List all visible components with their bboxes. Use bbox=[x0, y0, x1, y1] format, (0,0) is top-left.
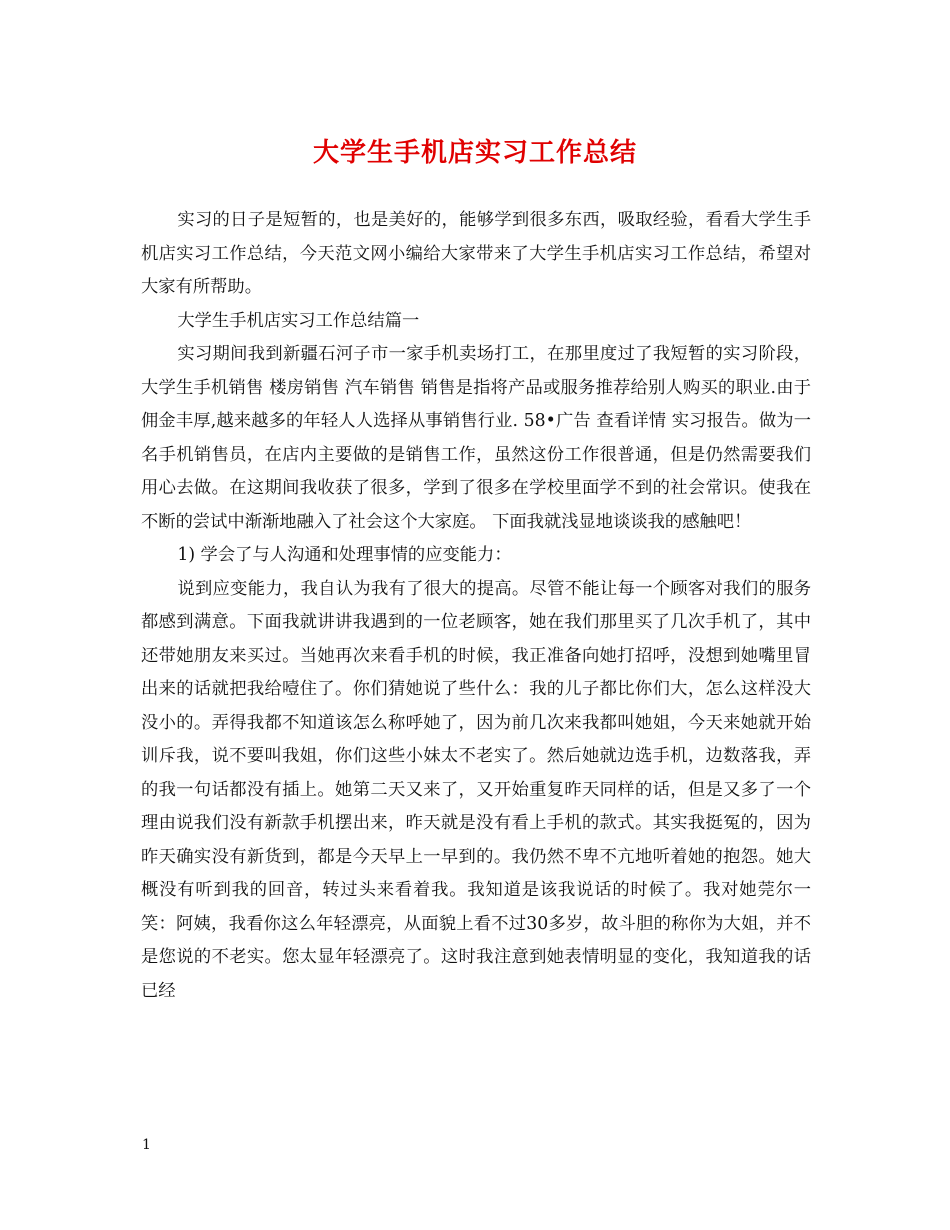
numbered-heading: 1) 学会了与人沟通和处理事情的应变能力： bbox=[177, 545, 512, 565]
document-body bbox=[141, 204, 811, 1008]
intro-paragraph: 实习的日子是短暂的，也是美好的，能够学到很多东西，吸取经验，看看大学生手机店实习工作总结，今天范文网小编给大家带来了大学生手机店实习工作总结，希望对大家有所帮助。 bbox=[141, 210, 811, 297]
section-heading: 大学生手机店实习工作总结篇一 bbox=[177, 310, 420, 331]
body-paragraph: 实习期间我到新疆石河子市一家手机卖场打工，在那里度过了我短暂的实习阶段，大学生手机销售 楼房销售 汽车销售 销售是指将产品或服务推荐给别人购买的职业.由于佣金丰厚,越来越多的年轻人人选择从事销售行业. 58•广告 查看详情 实习报告。做为一名手机销售员，在店内主要做的是销售工作，虽然这份工作很普通，但是仍然需要我们用心去做。在这期间我收获了很多，学到了很多在学校里面学不到的社会常识。使我在不断的尝试中渐渐地融入了社会这个大家庭。 下面我就浅显地谈谈我的感触吧！ bbox=[141, 344, 811, 532]
body-paragraph: 说到应变能力，我自认为我有了很大的提高。尽管不能让每一个顾客对我们的服务都感到满意。下面我就讲讲我遇到的一位老顾客，她在我们那里买了几次手机了，其中还带她朋友来买过。当她再次来看手机的时候，我正准备向她打招呼，没想到她嘴里冒出来的话就把我给噎住了。你们猜她说了些什么：我的儿子都比你们大，怎么这样没大没小的。弄得我都不知道该怎么称呼她了，因为前几次来我都叫她姐，今天来她就开始训斥我，说不要叫我姐，你们这些小妹太不老实了。然后她就边选手机，边数落我，弄的我一句话都没有插上。她第二天又来了，又开始重复昨天同样的话，但是又多了一个理由说我们没有新款手机摆出来，昨天就是没有看上手机的款式。其实我挺冤的，因为昨天确实没有新货到，都是今天早上一早到的。我仍然不卑不亢地听着她的抱怨。她大概没有听到我的回音，转过头来看着我。我知道是该我说话的时候了。我对她莞尔一笑：阿姨，我看你这么年轻漂亮，从面貌上看不过30多岁，故斗胆的称你为大姐，并不是您说的不老实。您太显年轻漂亮了。这时我注意到她表情明显的变化，我知道我的话已经 bbox=[141, 578, 811, 1001]
page-number: 1 bbox=[142, 1137, 151, 1153]
document-title: 大学生手机店实习工作总结 bbox=[312, 138, 637, 168]
